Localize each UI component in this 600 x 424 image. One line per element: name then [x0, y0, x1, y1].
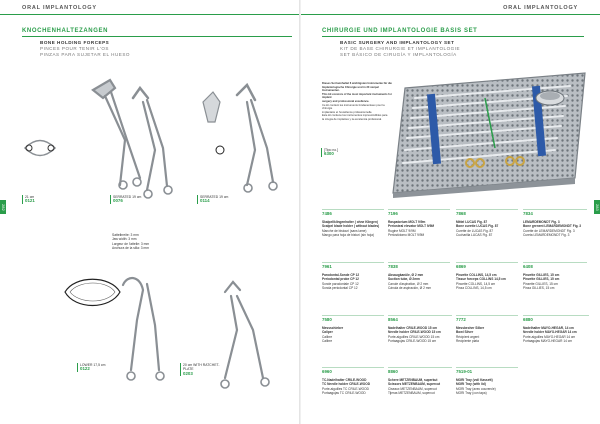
item-7834: 7834 LEMARDEMONDT Fig. 3 Bone grenent LEMARDEMONDT Fig. 3 Curette de LEMARDEMONDT Fig. 3 Cureta LEMARDEMONDT Fig. 3 [523, 212, 587, 237]
item-8860: 8860 Schere METZENBAUM, superkut Scissors METZENBAUM, supercut Ciseaux METZENBAUM, supercut Tijeras METZENBAUM, supercut [388, 370, 452, 395]
page-fold [299, 0, 301, 424]
item-7580: 7580 Messschieber Caliper Calibre Calibre [322, 318, 384, 343]
forceps-0076-icon [133, 88, 172, 198]
product-0076: SERRATED 19 cm 0076 [113, 195, 143, 204]
set-intro: Dieses Set beinhaltet 6 wichtigsten Instrumente für die Implantologische Chirurgie und in 30 sterpel Instrumenten. This kit consists of the most important instruments for implant surgery and professional excellence. Ce kit contient les instruments fondamentaux pour la chirurgie implantaire et l'excellence professionnelle. Este kit contiene los instrumentos imprescindibles para la cirugía de implantes y la excelencia profesional. [322, 82, 392, 121]
product-0121: 21 cm 0121 [25, 195, 35, 204]
right-section-title: CHIRURGIE UND IMPLANTOLOGIE BASIS SET [322, 28, 478, 34]
item-6869: 6869 Pinzette COLLINS, 14,5 cm Tissue forceps COLLINS 14,5 cm Pincette COLLINS, 14,5 cm Pinza COLLINS, 14,5 cm [456, 265, 518, 290]
instrument-tray-illustration [385, 68, 593, 198]
product-0114: SERRATED 19 cm 0114 [200, 195, 230, 204]
item-7961: 7961 Parodontal-Sonde CP 12 Periodontal probe CP 12 Sonde parodontale CP 12 Sonda periodontal CP 12 [322, 265, 384, 290]
bone-forceps-illustrations [15, 60, 300, 420]
right-subtitle: BASIC SURGERY AND IMPLANTOLOGY SET KIT DE BASE CHIRURGIE ET IMPLANTOLOGIE SET BÁSICO DE CIRUGÍA Y IMPLANTOLOGÍA [340, 40, 461, 58]
item-6880: 6880 Nadelhalter MAYO-HEGAR, 14 cm Needle holder MAYO-HEGAR 14 cm Porte-aiguilles MAYO-HEGAR 14 cm Portaagujas MAYO-HEGAR 14 cm [523, 318, 589, 343]
item-7519-01: 7519-01 MORI Tray (voll Kassett) MORI Tray (with lid) MORI Tray (avec couvercle) MORI Tray (con tapa) [456, 370, 518, 395]
jaw-width-note: Sattelbreite: 3 mm Jaw width: 3 mm Largeur de l'attelle: 3 mm Anchura de la silla: 3 mm [112, 233, 150, 250]
product-0122: LOWER 17,5 cm 0122 [80, 363, 106, 372]
left-running-header: ORAL IMPLANTOLOGY [22, 5, 97, 11]
item-8564: 8564 Nadelhalter CRILE-WOOD 15 cm Needle holder CRILE-WOOD 15 cm Porte-aiguilles CRILE-WOOD 15 cm Portaagujas CRILE-WOOD 15 cm [388, 318, 452, 343]
left-page-number: 282 [0, 200, 6, 214]
item-7838: 7838 Absaugkanüle, Ø 2 mm Suction tube, Ø 2mm Canule d'aspiration, Ø 2 mm Cánula de aspiración, Ø 2 mm [388, 265, 450, 290]
item-7772: 7772 Messbecher Silber Bowl Silver Récipient argent Recipiente plata [456, 318, 518, 343]
jaw-detail-icon [25, 141, 55, 156]
item-6960: 6960 TC-Nadelhalter CRILE-WOOD TC Needle holder CRILE-WOOD Porte-aiguilles TC CRILE-WOOD Portaagujas TC CRILE-WOOD [322, 370, 384, 395]
set-code: [Tipo no.] 6300 [324, 148, 338, 157]
left-subtitle: BONE HOLDING FORCEPS PINCES POUR TENIR L'OS PINZAS PARA SUJETAR EL HUESO [40, 40, 130, 58]
forceps-0203-icon [221, 282, 269, 388]
item-7868: 7868 Mittel LUCAS Fig. 87 Bone curette LUCAS Fig. 87 Curette de LUCAS Fig. 87 Cucharilla LUCAS Fig. 87 [456, 212, 518, 237]
forceps-0114-icon [237, 85, 277, 192]
product-0203: 20 cm WITH RATCHET-PLATE 0203 [183, 363, 223, 376]
item-7196: 7196 Raspatorium MOLT 9/9m Periosteal elevator MOLT 9/9M Rugine MOLT 9/9M Periostótomo MOLT 9/9M [388, 212, 450, 237]
item-6408: 6408 Pinzette GILLIES, 15 cm Pinzette GILLIES, 15 cm Pinzette GILLIES, 15 cm Pinza GILLIES, 15 cm [523, 265, 587, 290]
right-page-number: 283 [594, 200, 600, 214]
right-running-header: ORAL IMPLANTOLOGY [503, 5, 578, 11]
left-section-title: KNOCHENHALTEZANGEN [22, 28, 109, 34]
jaw-detail-2-icon [203, 92, 224, 154]
item-7486: 7486 Skalpellklingenhalter ( ohne Klingen) Scalpel blade holder ( without blades) Manche de bistouri (sans lame) Mango para hoja de bisturí (sin hoja) [322, 212, 384, 237]
